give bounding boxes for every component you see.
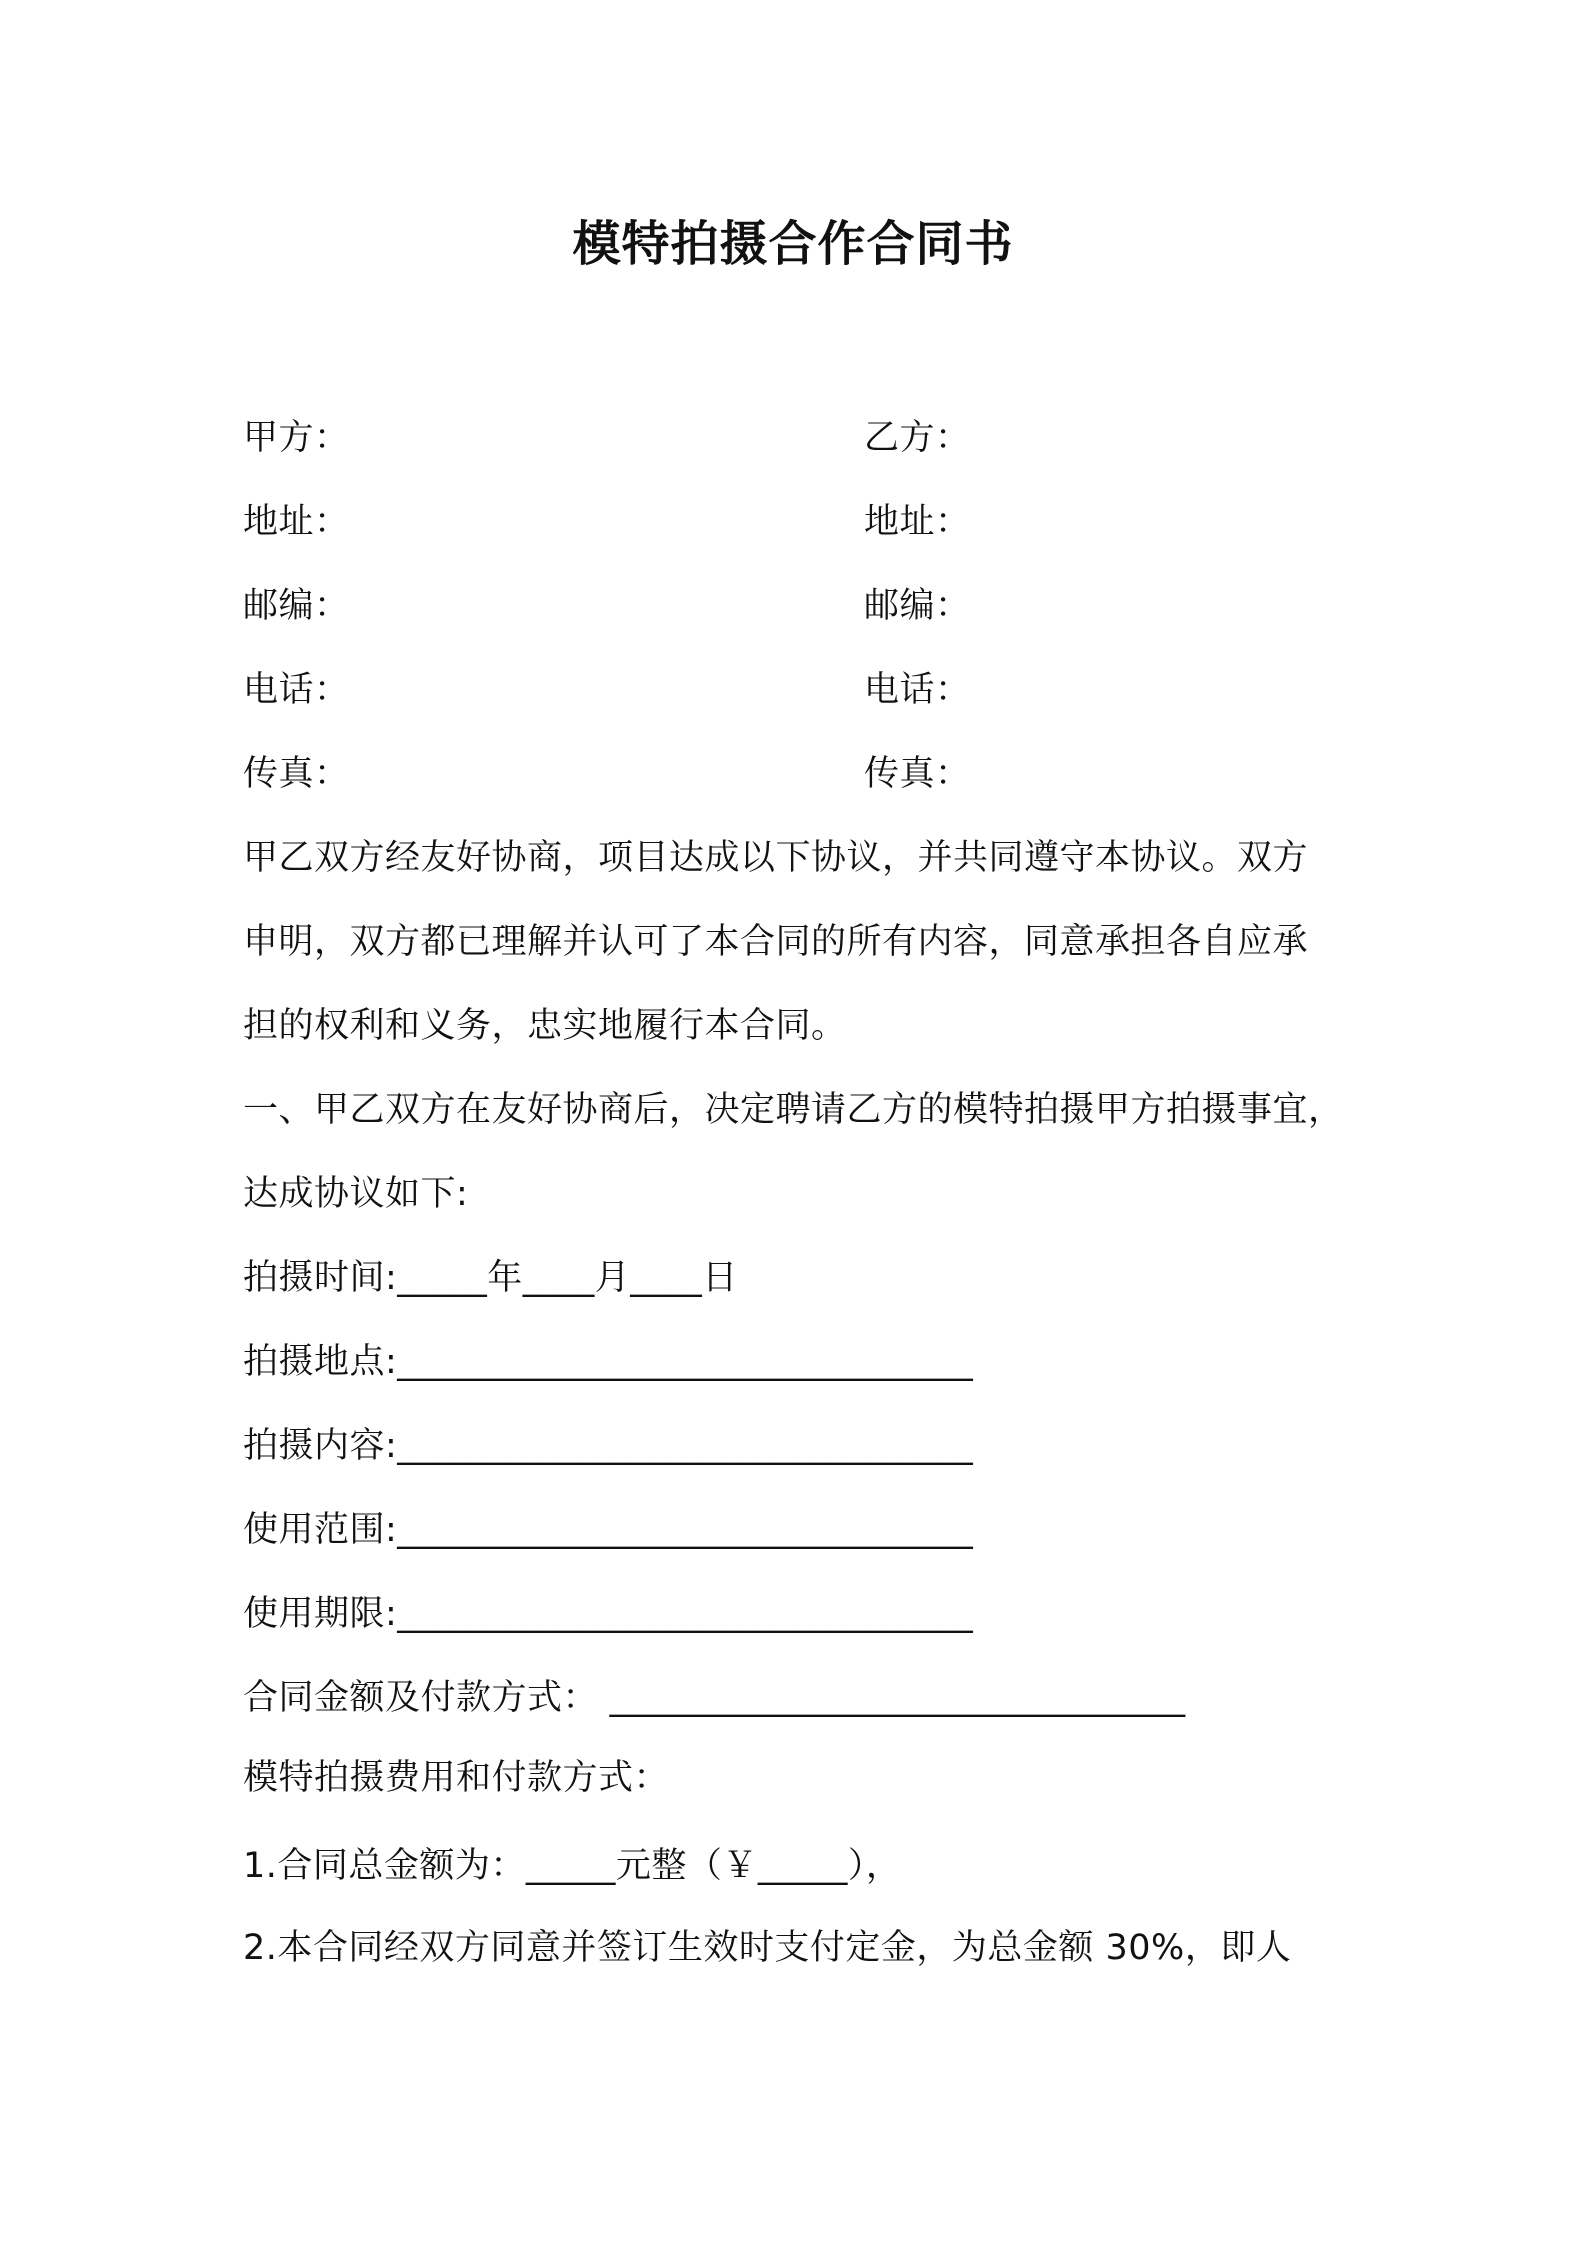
party-b-postcode-label: 邮编： bbox=[864, 586, 971, 626]
party-b-phone-label: 电话： bbox=[864, 670, 971, 710]
party-b-label: 乙方： bbox=[864, 418, 971, 458]
usage-period-field: 使用期限:________________________________ bbox=[243, 1594, 974, 1634]
usage-scope-field: 使用范围:________________________________ bbox=[243, 1510, 974, 1550]
section-one-line-1: 一、甲乙双方在友好协商后，决定聘请乙方的模特拍摄甲方拍摄事宜， bbox=[243, 1090, 1344, 1130]
party-a-label: 甲方： bbox=[243, 418, 350, 458]
section-one-line-2: 达成协议如下: bbox=[243, 1174, 469, 1214]
party-a-phone-label: 电话： bbox=[243, 670, 350, 710]
shoot-location-field: 拍摄地点:________________________________ bbox=[243, 1342, 974, 1382]
shoot-time-field: 拍摄时间:_____年____月____日 bbox=[243, 1258, 738, 1298]
party-a-fax-label: 传真： bbox=[243, 754, 350, 794]
intro-line-2: 申明，双方都已理解并认可了本合同的所有内容，同意承担各自应承 bbox=[243, 922, 1309, 962]
intro-line-1: 甲乙双方经友好协商，项目达成以下协议，并共同遵守本协议。双方 bbox=[243, 838, 1309, 878]
payment-item-2: 2.本合同经双方同意并签订生效时支付定金，为总金额 30%，即人 bbox=[243, 1928, 1292, 1968]
party-b-fax-label: 传真： bbox=[864, 754, 971, 794]
intro-line-3: 担的权利和义务，忠实地履行本合同。 bbox=[243, 1006, 847, 1046]
party-a-postcode-label: 邮编： bbox=[243, 586, 350, 626]
payment-heading: 模特拍摄费用和付款方式： bbox=[243, 1758, 670, 1798]
shoot-content-field: 拍摄内容:________________________________ bbox=[243, 1426, 974, 1466]
party-b-address-label: 地址： bbox=[864, 502, 971, 542]
contract-amount-payment-field: 合同金额及付款方式： ________________________________ bbox=[243, 1678, 1186, 1718]
document-title: 模特拍摄合作合同书 bbox=[572, 216, 1014, 272]
payment-item-1: 1.合同总金额为：_____元整（￥_____）， bbox=[243, 1846, 902, 1886]
party-a-address-label: 地址： bbox=[243, 502, 350, 542]
